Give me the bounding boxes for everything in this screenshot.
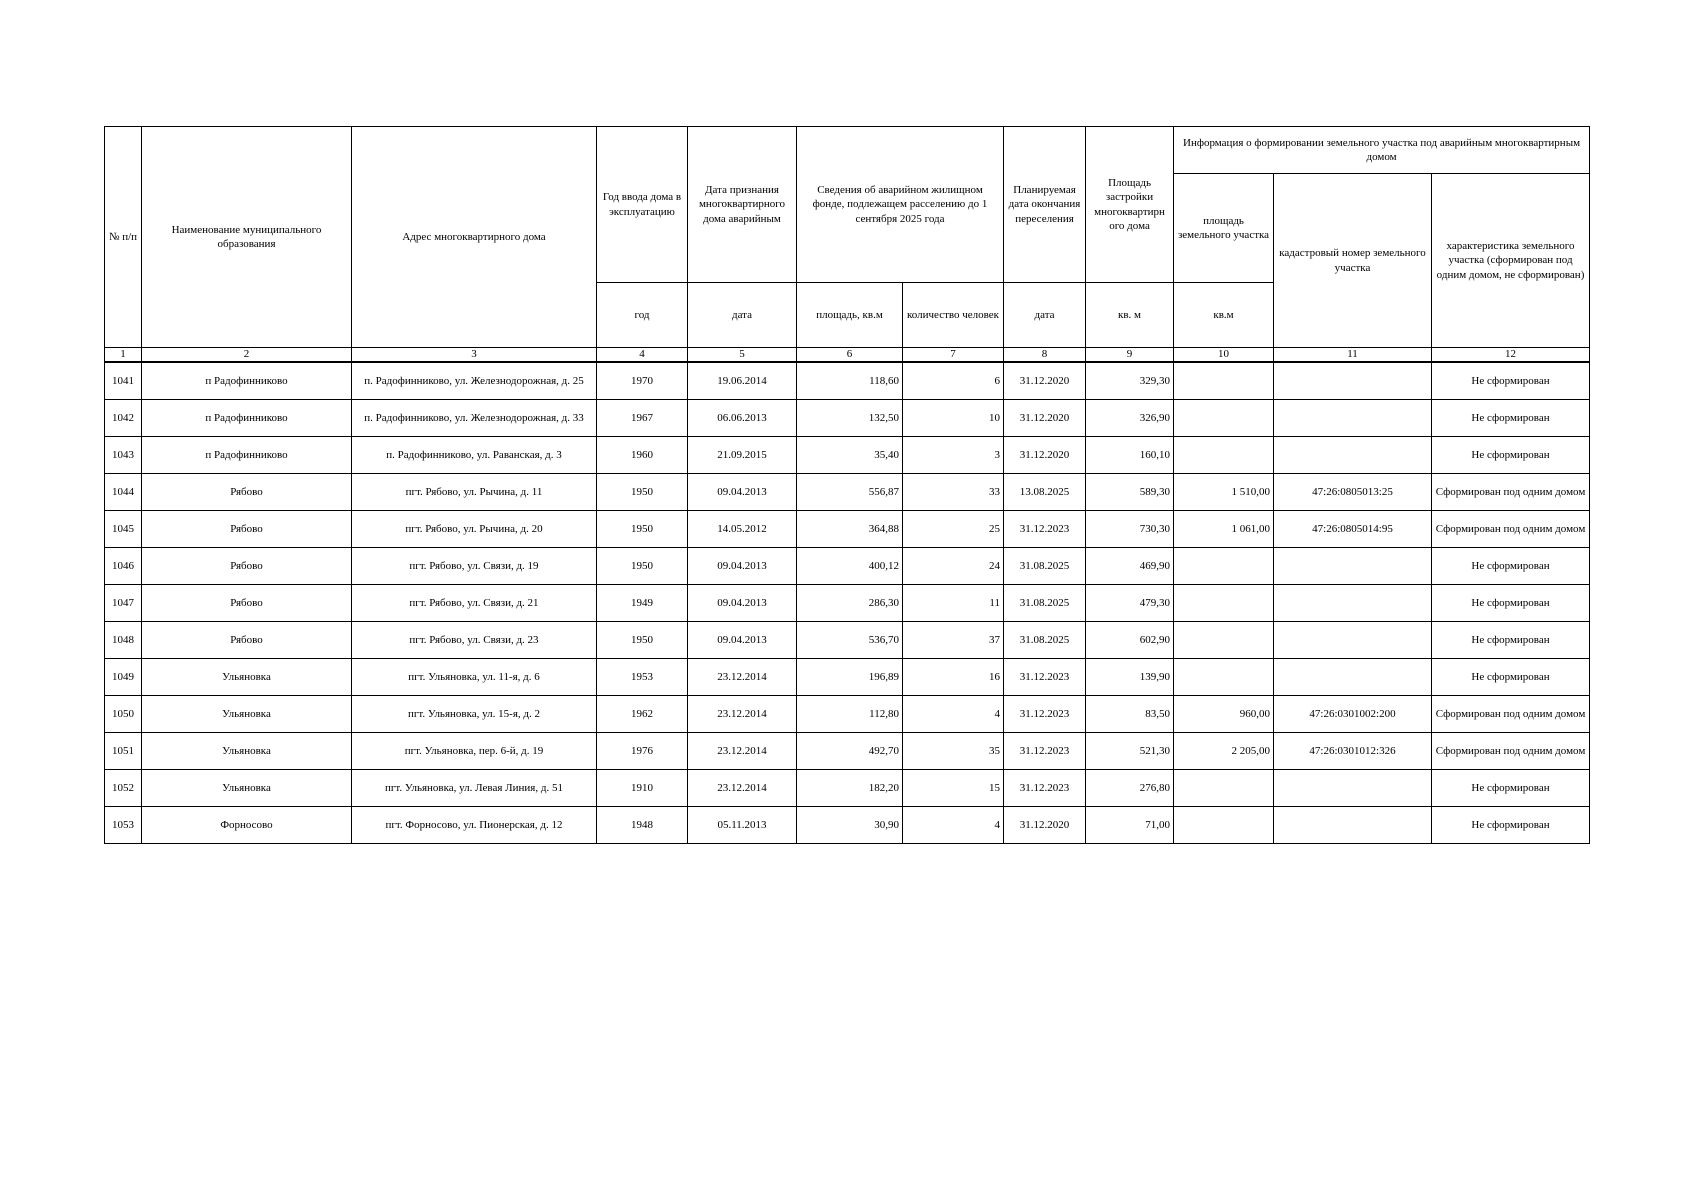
unit-area: площадь, кв.м (797, 283, 903, 348)
table-row (105, 659, 1590, 696)
cell-address: пгт. Рябово, ул. Связи, д. 19 (352, 548, 597, 585)
cell-row-number: 1051 (105, 733, 142, 770)
cell-land-area (1174, 770, 1274, 807)
table-row (105, 696, 1590, 733)
cell-address: пгт. Ульяновка, пер. 6-й, д. 19 (352, 733, 597, 770)
cell-address: пгт. Ульяновка, ул. 11-я, д. 6 (352, 659, 597, 696)
cell-address: п. Радофинниково, ул. Раванская, д. 3 (352, 437, 597, 474)
cell-land-area (1174, 585, 1274, 622)
cell-row-number: 1042 (105, 400, 142, 437)
column-number: 11 (1274, 348, 1432, 363)
cell-planned-date: 31.12.2023 (1004, 733, 1086, 770)
cell-row-number: 1049 (105, 659, 142, 696)
cell-address: пгт. Рябово, ул. Связи, д. 23 (352, 622, 597, 659)
cell-address: пгт. Ульяновка, ул. 15-я, д. 2 (352, 696, 597, 733)
cell-row-number: 1050 (105, 696, 142, 733)
table-body (105, 362, 1590, 844)
cell-emergency-area: 118,60 (797, 362, 903, 400)
cell-land-area (1174, 622, 1274, 659)
cell-planned-date: 13.08.2025 (1004, 474, 1086, 511)
cell-emergency-date: 21.09.2015 (688, 437, 797, 474)
column-number: 6 (797, 348, 903, 363)
cell-land-area (1174, 400, 1274, 437)
cell-people-count: 24 (903, 548, 1004, 585)
cell-row-number: 1046 (105, 548, 142, 585)
header-municipality: Наименование муниципального образования (142, 127, 352, 348)
table-header (105, 127, 1590, 363)
emergency-housing-table (104, 126, 1590, 844)
cell-cadastral-number (1274, 585, 1432, 622)
cell-year-commissioned: 1950 (597, 511, 688, 548)
cell-municipality: Рябово (142, 511, 352, 548)
cell-planned-date: 31.12.2020 (1004, 807, 1086, 844)
cell-planned-date: 31.08.2025 (1004, 585, 1086, 622)
cell-year-commissioned: 1970 (597, 362, 688, 400)
cell-people-count: 11 (903, 585, 1004, 622)
header-row-number: № п/п (105, 127, 142, 348)
cell-year-commissioned: 1976 (597, 733, 688, 770)
cell-building-footprint: 479,30 (1086, 585, 1174, 622)
cell-emergency-area: 492,70 (797, 733, 903, 770)
cell-emergency-date: 23.12.2014 (688, 659, 797, 696)
cell-cadastral-number (1274, 807, 1432, 844)
unit-land-area: кв.м (1174, 283, 1274, 348)
table-row (105, 622, 1590, 659)
cell-municipality: п Радофинниково (142, 400, 352, 437)
cell-people-count: 33 (903, 474, 1004, 511)
cell-year-commissioned: 1910 (597, 770, 688, 807)
cell-municipality: Ульяновка (142, 696, 352, 733)
cell-land-area: 2 205,00 (1174, 733, 1274, 770)
cell-land-area: 960,00 (1174, 696, 1274, 733)
cell-land-area (1174, 659, 1274, 696)
table-row (105, 400, 1590, 437)
cell-municipality: Ульяновка (142, 659, 352, 696)
cell-people-count: 4 (903, 807, 1004, 844)
cell-year-commissioned: 1962 (597, 696, 688, 733)
header-land-area: площадь земельного участка (1174, 174, 1274, 283)
cell-land-area (1174, 548, 1274, 585)
cell-cadastral-number: 47:26:0301012:326 (1274, 733, 1432, 770)
cell-planned-date: 31.12.2023 (1004, 770, 1086, 807)
cell-address: пгт. Рябово, ул. Связи, д. 21 (352, 585, 597, 622)
cell-people-count: 10 (903, 400, 1004, 437)
cell-emergency-date: 05.11.2013 (688, 807, 797, 844)
cell-emergency-area: 400,12 (797, 548, 903, 585)
cell-emergency-area: 112,80 (797, 696, 903, 733)
cell-cadastral-number (1274, 770, 1432, 807)
cell-municipality: Ульяновка (142, 733, 352, 770)
cell-planned-date: 31.12.2023 (1004, 511, 1086, 548)
cell-year-commissioned: 1953 (597, 659, 688, 696)
header-emergency-fund-info: Сведения об аварийном жилищном фонде, подлежащем расселению до 1 сентября 2025 года (797, 127, 1004, 283)
cell-row-number: 1047 (105, 585, 142, 622)
cell-building-footprint: 602,90 (1086, 622, 1174, 659)
cell-municipality: Рябово (142, 474, 352, 511)
cell-municipality: Форносово (142, 807, 352, 844)
cell-land-characteristic: Не сформирован (1432, 400, 1590, 437)
cell-land-characteristic: Не сформирован (1432, 659, 1590, 696)
cell-emergency-area: 35,40 (797, 437, 903, 474)
cell-emergency-date: 23.12.2014 (688, 696, 797, 733)
table-row (105, 770, 1590, 807)
table-row (105, 474, 1590, 511)
cell-building-footprint: 326,90 (1086, 400, 1174, 437)
cell-people-count: 6 (903, 362, 1004, 400)
column-number: 3 (352, 348, 597, 363)
cell-emergency-date: 09.04.2013 (688, 548, 797, 585)
cell-emergency-area: 30,90 (797, 807, 903, 844)
cell-year-commissioned: 1950 (597, 548, 688, 585)
cell-land-characteristic: Не сформирован (1432, 622, 1590, 659)
cell-address: пгт. Форносово, ул. Пионерская, д. 12 (352, 807, 597, 844)
table-row (105, 807, 1590, 844)
cell-cadastral-number (1274, 548, 1432, 585)
header-cadastral-number: кадастровый номер земельного участка (1274, 174, 1432, 348)
cell-row-number: 1043 (105, 437, 142, 474)
header-land-characteristic: характеристика земельного участка (сформирован под одним домом, не сформирован) (1432, 174, 1590, 348)
unit-footprint: кв. м (1086, 283, 1174, 348)
column-number: 9 (1086, 348, 1174, 363)
cell-emergency-date: 19.06.2014 (688, 362, 797, 400)
cell-land-characteristic: Не сформирован (1432, 437, 1590, 474)
cell-people-count: 15 (903, 770, 1004, 807)
cell-municipality: Рябово (142, 585, 352, 622)
cell-land-characteristic: Не сформирован (1432, 585, 1590, 622)
cell-cadastral-number (1274, 622, 1432, 659)
cell-land-area (1174, 807, 1274, 844)
cell-land-characteristic: Сформирован под одним домом (1432, 696, 1590, 733)
cell-emergency-date: 09.04.2013 (688, 585, 797, 622)
cell-building-footprint: 83,50 (1086, 696, 1174, 733)
cell-cadastral-number: 47:26:0805013:25 (1274, 474, 1432, 511)
cell-building-footprint: 276,80 (1086, 770, 1174, 807)
cell-people-count: 16 (903, 659, 1004, 696)
cell-year-commissioned: 1948 (597, 807, 688, 844)
table-row (105, 511, 1590, 548)
cell-address: пгт. Рябово, ул. Рычина, д. 20 (352, 511, 597, 548)
cell-cadastral-number (1274, 400, 1432, 437)
cell-land-area (1174, 437, 1274, 474)
cell-row-number: 1045 (105, 511, 142, 548)
cell-emergency-area: 556,87 (797, 474, 903, 511)
cell-emergency-area: 132,50 (797, 400, 903, 437)
column-number: 5 (688, 348, 797, 363)
cell-people-count: 4 (903, 696, 1004, 733)
column-number: 8 (1004, 348, 1086, 363)
unit-people: количество человек (903, 283, 1004, 348)
cell-emergency-date: 09.04.2013 (688, 622, 797, 659)
cell-address: п. Радофинниково, ул. Железнодорожная, д. 33 (352, 400, 597, 437)
table-row (105, 362, 1590, 400)
cell-emergency-area: 364,88 (797, 511, 903, 548)
cell-building-footprint: 139,90 (1086, 659, 1174, 696)
column-number: 7 (903, 348, 1004, 363)
cell-building-footprint: 71,00 (1086, 807, 1174, 844)
table-row (105, 548, 1590, 585)
header-land-plot-group: Информация о формировании земельного участка под аварийным многоквартирным домом (1174, 127, 1590, 174)
cell-row-number: 1048 (105, 622, 142, 659)
column-number: 12 (1432, 348, 1590, 363)
cell-row-number: 1041 (105, 362, 142, 400)
cell-municipality: Ульяновка (142, 770, 352, 807)
cell-cadastral-number (1274, 659, 1432, 696)
cell-planned-date: 31.12.2020 (1004, 400, 1086, 437)
cell-people-count: 37 (903, 622, 1004, 659)
column-number-row (105, 348, 1590, 363)
cell-year-commissioned: 1949 (597, 585, 688, 622)
cell-land-characteristic: Сформирован под одним домом (1432, 511, 1590, 548)
cell-address: п. Радофинниково, ул. Железнодорожная, д. 25 (352, 362, 597, 400)
housing-table-sheet (104, 126, 1589, 844)
header-building-footprint: Площадь застройки многоквартирн ого дома (1086, 127, 1174, 283)
column-number: 2 (142, 348, 352, 363)
column-number: 1 (105, 348, 142, 363)
cell-municipality: Рябово (142, 622, 352, 659)
cell-planned-date: 31.12.2020 (1004, 437, 1086, 474)
unit-date: дата (688, 283, 797, 348)
cell-emergency-date: 14.05.2012 (688, 511, 797, 548)
cell-emergency-date: 06.06.2013 (688, 400, 797, 437)
cell-cadastral-number (1274, 437, 1432, 474)
cell-land-characteristic: Не сформирован (1432, 770, 1590, 807)
cell-address: пгт. Ульяновка, ул. Левая Линия, д. 51 (352, 770, 597, 807)
header-year-commissioned: Год ввода дома в эксплуатацию (597, 127, 688, 283)
cell-address: пгт. Рябово, ул. Рычина, д. 11 (352, 474, 597, 511)
unit-year: год (597, 283, 688, 348)
cell-emergency-area: 196,89 (797, 659, 903, 696)
cell-land-area: 1 510,00 (1174, 474, 1274, 511)
cell-building-footprint: 160,10 (1086, 437, 1174, 474)
table-row (105, 437, 1590, 474)
cell-year-commissioned: 1967 (597, 400, 688, 437)
cell-people-count: 25 (903, 511, 1004, 548)
cell-cadastral-number: 47:26:0805014:95 (1274, 511, 1432, 548)
cell-emergency-date: 23.12.2014 (688, 733, 797, 770)
header-address: Адрес многоквартирного дома (352, 127, 597, 348)
cell-emergency-date: 09.04.2013 (688, 474, 797, 511)
cell-year-commissioned: 1950 (597, 474, 688, 511)
cell-emergency-area: 182,20 (797, 770, 903, 807)
column-number: 4 (597, 348, 688, 363)
cell-land-characteristic: Не сформирован (1432, 807, 1590, 844)
cell-year-commissioned: 1950 (597, 622, 688, 659)
cell-year-commissioned: 1960 (597, 437, 688, 474)
cell-planned-date: 31.12.2023 (1004, 696, 1086, 733)
cell-building-footprint: 469,90 (1086, 548, 1174, 585)
cell-row-number: 1053 (105, 807, 142, 844)
cell-municipality: Рябово (142, 548, 352, 585)
cell-land-area (1174, 362, 1274, 400)
table-row (105, 733, 1590, 770)
cell-building-footprint: 329,30 (1086, 362, 1174, 400)
cell-emergency-area: 286,30 (797, 585, 903, 622)
cell-land-characteristic: Не сформирован (1432, 362, 1590, 400)
cell-planned-date: 31.08.2025 (1004, 548, 1086, 585)
cell-row-number: 1052 (105, 770, 142, 807)
cell-land-characteristic: Сформирован под одним домом (1432, 474, 1590, 511)
cell-planned-date: 31.12.2020 (1004, 362, 1086, 400)
cell-emergency-date: 23.12.2014 (688, 770, 797, 807)
column-number: 10 (1174, 348, 1274, 363)
unit-plan-date: дата (1004, 283, 1086, 348)
header-planned-relocation-date: Планируемая дата окончания переселения (1004, 127, 1086, 283)
cell-people-count: 3 (903, 437, 1004, 474)
cell-planned-date: 31.12.2023 (1004, 659, 1086, 696)
cell-land-characteristic: Не сформирован (1432, 548, 1590, 585)
cell-land-characteristic: Сформирован под одним домом (1432, 733, 1590, 770)
cell-land-area: 1 061,00 (1174, 511, 1274, 548)
cell-people-count: 35 (903, 733, 1004, 770)
cell-building-footprint: 589,30 (1086, 474, 1174, 511)
cell-row-number: 1044 (105, 474, 142, 511)
cell-building-footprint: 730,30 (1086, 511, 1174, 548)
cell-planned-date: 31.08.2025 (1004, 622, 1086, 659)
table-row (105, 585, 1590, 622)
cell-emergency-area: 536,70 (797, 622, 903, 659)
cell-municipality: п Радофинниково (142, 362, 352, 400)
cell-municipality: п Радофинниково (142, 437, 352, 474)
cell-cadastral-number (1274, 362, 1432, 400)
header-emergency-date: Дата признания многоквартирного дома аварийным (688, 127, 797, 283)
cell-cadastral-number: 47:26:0301002:200 (1274, 696, 1432, 733)
cell-building-footprint: 521,30 (1086, 733, 1174, 770)
